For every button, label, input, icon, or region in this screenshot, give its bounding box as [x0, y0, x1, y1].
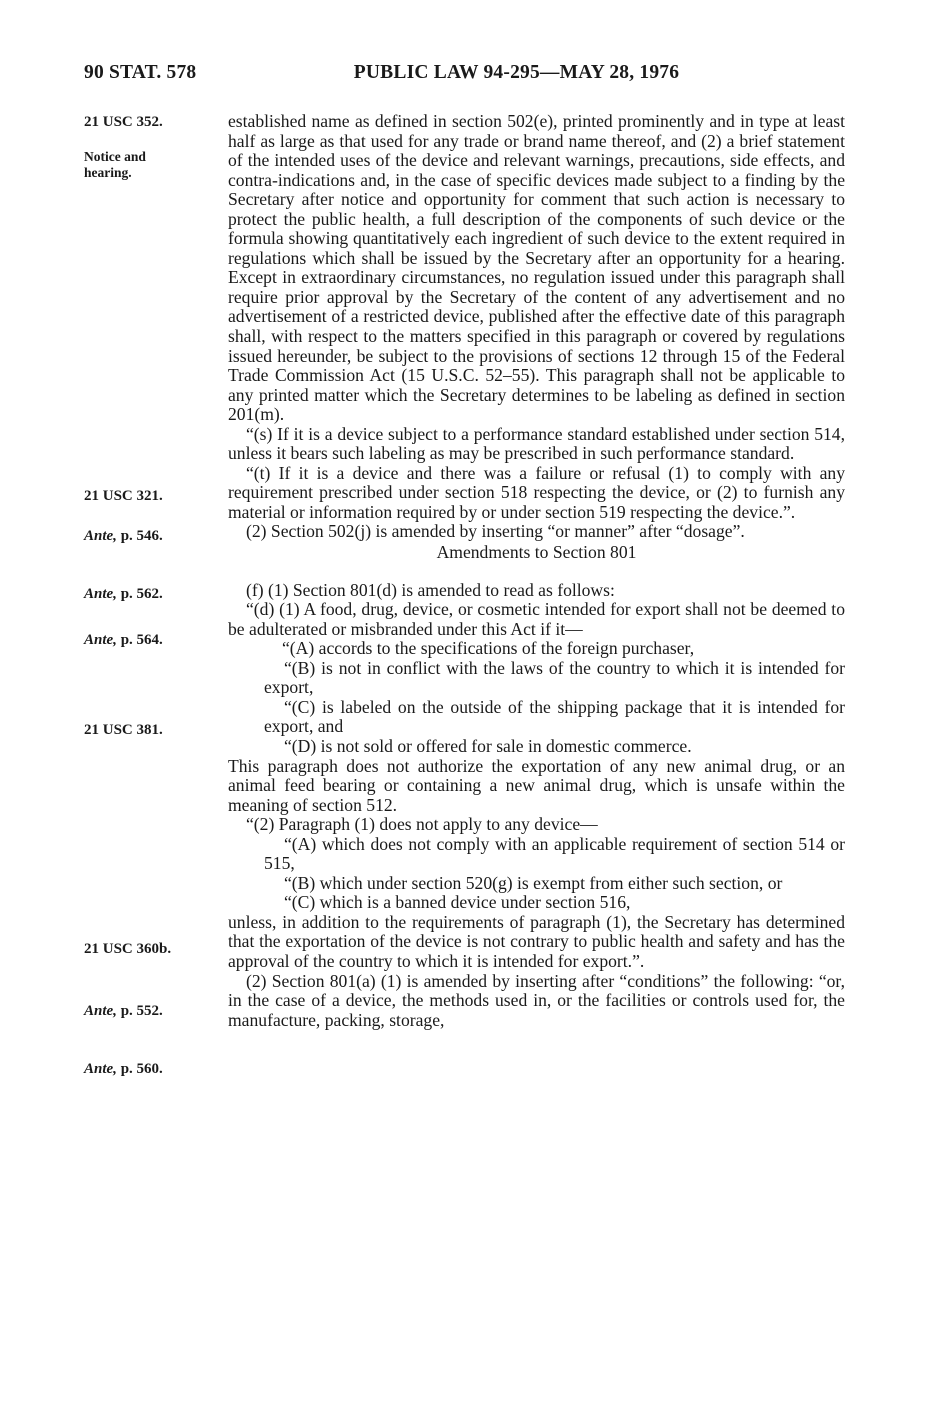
paragraph-502j-amendment: (2) Section 502(j) is amended by inserting “or manner” after “dosage”. — [246, 521, 745, 542]
paragraph-labeling-requirements: established name as defined in section 502(e), printed prominently and in type at least half as large as that used for any trade or brand name thereof, and (2) a brief statement of the intended uses of the device and relevant warnings, precautions, side effects, and contra-indications and, in the case of specific devices made subject to a finding by the Secretary after notice and opportunity for comment that such action is necessary to protect the public health, a full description of the components of such device or the formula showing quantitatively each ingredient of such device to the extent required in regulations which shall be issued by the Secretary after an opportunity for a hearing. Except in extraordinary circumstances, no regulation issued under this paragraph shall require prior approval by the Secretary of the content of any advertisement and no advertisement of a restricted device, published after the effective date of this paragraph shall, with respect to the matters specified in this paragraph or covered by regulations issued hereunder, be subject to the provisions of sections 12 through 15 of the Federal Trade Commission Act (15 U.S.C. 52–55). This paragraph shall not be applicable to any printed matter which the Secretary determines to be labeling as defined in section 201(m). — [228, 111, 845, 425]
clause-a-applicable-requirement: “(A) which does not comply with an applicable requirement of section 514 or 515, — [264, 833, 845, 874]
margin-note-ante-562 — [84, 586, 163, 603]
margin-note-line: Notice and — [84, 149, 146, 164]
clause-b-exempt: “(B) which under section 520(g) is exempt from either such section, or — [284, 872, 783, 893]
paragraph-d2: “(2) Paragraph (1) does not apply to any device— — [246, 814, 598, 835]
clause-d-domestic: “(D) is not sold or offered for sale in domestic commerce. — [284, 735, 692, 756]
margin-note-notice-hearing — [84, 149, 146, 180]
margin-note-ante: Ante, — [84, 1003, 117, 1019]
margin-note-page: p. 552. — [116, 1003, 163, 1019]
margin-note-ante: Ante, — [84, 1061, 117, 1077]
statute-body — [228, 112, 845, 1030]
margin-note-usc-352: 21 USC 352. — [84, 114, 163, 130]
section-heading: Amendments to Section 801 — [436, 542, 637, 563]
statute-page-number: 90 STAT. 578 — [84, 62, 197, 83]
margin-note-usc-360b: 21 USC 360b. — [84, 941, 172, 957]
margin-note-page: p. 560. — [116, 1061, 163, 1077]
clause-c-banned: “(C) which is a banned device under section 516, — [284, 892, 631, 913]
margin-note-ante-564 — [84, 632, 163, 649]
page-header — [84, 62, 859, 90]
clause-a-specifications: “(A) accords to the specifications of the foreign purchaser, — [282, 638, 695, 659]
paragraph-secretary-determination: unless, in addition to the requirements of paragraph (1), the Secretary has determined that the exportation of the device is not contrary to public health and safety and has the approval of the country to which it is intended for export.”. — [228, 911, 845, 971]
margin-note-ante-546 — [84, 528, 163, 545]
paragraph-f1: (f) (1) Section 801(d) is amended to read as follows: — [246, 579, 615, 600]
paragraph-d1: “(d) (1) A food, drug, device, or cosmetic intended for export shall not be deemed to be adulterated or misbranded under this Act if it— — [228, 599, 845, 639]
paragraph-s-performance-standard: “(s) If it is a device subject to a performance standard established under section 514, unless it bears such labeling as may be prescribed in such performance standard. — [228, 423, 845, 464]
margin-note-usc-381: 21 USC 381. — [84, 722, 163, 738]
public-law-title: PUBLIC LAW 94-295—MAY 28, 1976 — [353, 62, 680, 83]
margin-note-ante-552 — [84, 1003, 163, 1020]
margin-note-ante-560 — [84, 1061, 163, 1078]
margin-note-usc-321: 21 USC 321. — [84, 488, 163, 504]
clause-c-labeled: “(C) is labeled on the outside of the shipping package that it is intended for export, and — [264, 696, 845, 737]
paragraph-801a-amendment: (2) Section 801(a) (1) is amended by inserting after “conditions” the following: “or, in the case of a device, the methods used in, or the facilities or controls used for, the manufacture, packing, storage, — [228, 970, 845, 1030]
paragraph-t-failure-to-comply: “(t) If it is a device and there was a failure or refusal (1) to comply with any requirement prescribed under section 518 respecting the device, or (2) to furnish any material or information required by or under section 519 respecting the device.”. — [228, 462, 845, 522]
margin-note-page: p. 546. — [116, 528, 163, 544]
clause-b-laws: “(B) is not in conflict with the laws of the country to which it is intended for export, — [264, 657, 845, 698]
margin-note-ante: Ante, — [84, 528, 117, 544]
margin-note-line: hearing. — [84, 164, 132, 180]
margin-note-page: p. 562. — [116, 586, 163, 602]
margin-note-page: p. 564. — [116, 632, 163, 648]
paragraph-new-animal-drug: This paragraph does not authorize the exportation of any new animal drug, or an animal feed bearing or containing a new animal drug, which is unsafe within the meaning of section 512. — [228, 755, 845, 815]
margin-note-ante: Ante, — [84, 632, 117, 648]
margin-note-ante: Ante, — [84, 586, 117, 602]
